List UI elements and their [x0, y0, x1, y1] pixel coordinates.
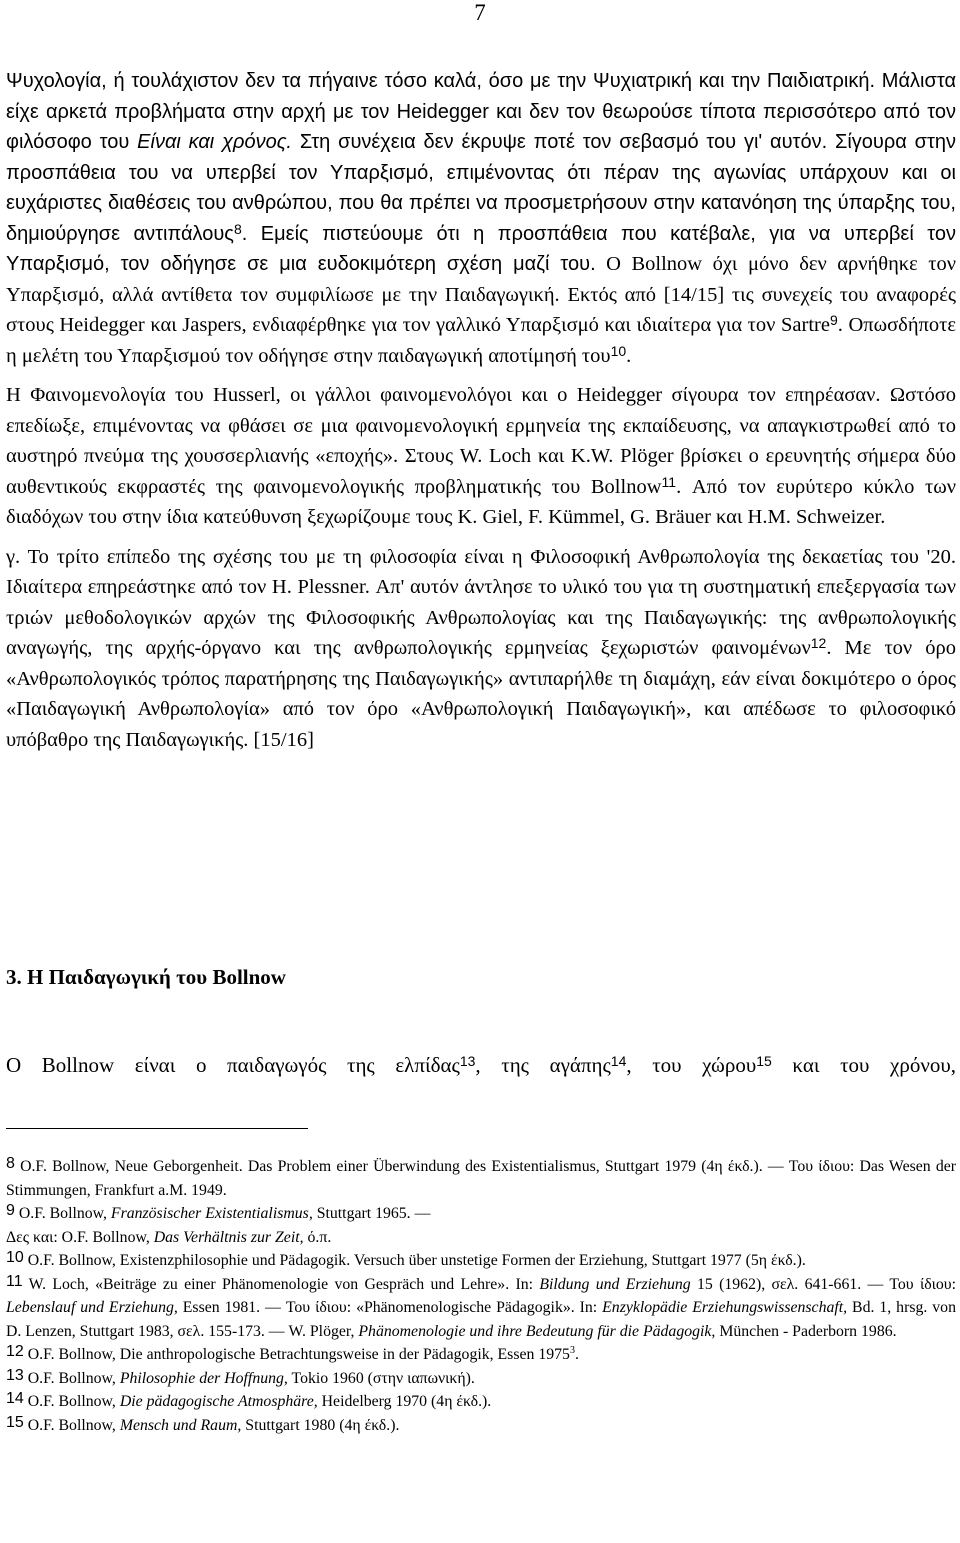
- footnote-italic: Französischer Existentialismus,: [110, 1205, 313, 1222]
- footnote-ref-9[interactable]: 9: [829, 312, 838, 328]
- footnote-ref-11[interactable]: 11: [661, 473, 677, 490]
- p2-text-1: Η Φαινομενολογία του Husserl, οι γάλλοι φαινομενολόγοι και ο Heidegger σίγουρα τον επηρέασαν. Ωστόσο επεδίωξε, επιμένοντας να φθάσει σε μια φαινομενολογική ερμηνεία της εκπαίδευσης, να απαγκιστρωθεί από το αυστηρό πνεύμα της χουσσερλιανής «εποχής». Στους W. Loch και K.W. Plöger βρίσκει ο ερευνητής σήμερα δύο αυθεντικούς εκφραστές της φαινομενολογικής προβληματικής του Bollnow: [6, 384, 956, 498]
- footnote-text: O.F. Bollnow, Existenzphilosophie und Pädagogik. Versuch über unstetige Formen der Erziehung, Stuttgart 1977 (5η έκδ.).: [23, 1252, 806, 1269]
- footnote-text: O.F. Bollnow, Die anthropologische Betrachtungsweise in der Pädagogik, Essen 1975: [23, 1346, 570, 1363]
- footnote-text: O.F. Bollnow,: [23, 1393, 120, 1410]
- footnote-text: O.F. Bollnow,: [14, 1205, 111, 1222]
- footnote-text: Stuttgart 1965. —: [312, 1205, 431, 1222]
- footnote-number: 10: [6, 1249, 24, 1266]
- footnote-text: Tokio 1960 (στην ιαπωνική).: [287, 1369, 475, 1387]
- footnote-text: Δες και: O.F. Bollnow,: [6, 1228, 154, 1246]
- footnote-italic: Die pädagogische Atmosphäre,: [119, 1393, 318, 1410]
- paragraph-2: [6, 380, 956, 533]
- section-first-line: [6, 1050, 956, 1080]
- footnote-italic: Phänomenologie und ihre Bedeutung für die Pädagogik,: [358, 1322, 716, 1340]
- footnote-ref-10[interactable]: 10: [610, 342, 627, 359]
- footnote-text: Stuttgart 1980 (4η έκδ.).: [241, 1416, 400, 1434]
- footnote-text: München - Paderborn 1986.: [715, 1322, 897, 1340]
- footnote-13: [6, 1367, 956, 1391]
- p1-text-5: . Οπωσδήποτε η μελέτη του Υπαρξισμού τον οδήγησε στην παιδαγωγική αποτίμησή του: [6, 314, 956, 367]
- p3-text-2: . Με τον όρο «Ανθρωπολογικός τρόπος παρατήρησης της Παιδαγωγικής» αντιπαρήλθε τη διαμάχη, εάν είναι δοκιμότερο ο όρος «Παιδαγωγική Ανθρωπολογία» από τον όρο «Ανθρωπολογική Παιδαγωγική», και απέδωσε το φιλοσοφικό υπόβαθρο της Παιδαγωγικής. [15/16]: [6, 637, 956, 751]
- footnote-italic: Philosophie der Hoffnung,: [119, 1369, 288, 1387]
- footnote-italic: Enzyklopädie Erziehungswissenschaft,: [602, 1299, 848, 1316]
- footnote-number: 15: [6, 1413, 24, 1431]
- paragraph-3: [6, 542, 956, 756]
- footnote-text: Heidelberg 1970 (4η έκδ.).: [317, 1393, 492, 1410]
- footnote-number: 8: [6, 1155, 15, 1172]
- footnote-number: 11: [6, 1272, 23, 1290]
- footnote-ref-13[interactable]: 13: [459, 1053, 476, 1069]
- footnote-italic: Das Verhältnis zur Zeit,: [153, 1228, 304, 1246]
- p2-text-2: . Από τον ευρύτερο κύκλο των διαδόχων του στην ίδια κατεύθυνση ξεχωρίζουμε τους K. Giel, F. Kümmel, G. Bräuer και H.M. Schweizer.: [6, 475, 956, 528]
- footnote-text: 15 (1962), σελ. 641-661. — Του ίδιου:: [690, 1275, 956, 1293]
- p1-text-6: .: [626, 344, 632, 367]
- last-line-text-1: O Bollnow είναι ο παιδαγωγός της ελπίδας: [6, 1053, 460, 1077]
- footnote-9: [6, 1202, 956, 1249]
- footnote-14: [6, 1390, 956, 1414]
- p1-text-1: Ψυχολογία, ή τουλάχιστον δεν τα πήγαινε τόσο καλά, όσο με την Ψυχιατρική και την Παιδιατρική. Μάλιστα είχε αρκετά προβλήματα στην αρχή με τον Heidegger και δεν τον θεωρούσε τίποτα περισσότερο από τον φιλόσοφο του: [6, 70, 956, 153]
- body-text: [6, 66, 956, 755]
- footnote-8: [6, 1155, 956, 1202]
- footnote-text: Bd. 1, hrsg. von D. Lenzen, Stuttgart 1983, σελ. 155-173. — W. Plöger,: [6, 1299, 956, 1340]
- footnote-text: W. Loch, «Beiträge zu einer Phänomenologie von Gespräch und Lehre». In:: [22, 1275, 540, 1293]
- last-line-text-4: και του χρόνου,: [771, 1053, 956, 1077]
- p1-text-2: Στη συνέχεια δεν έκρυψε ποτέ τον σεβασμό του γι' αυτόν. Σίγουρα στην προσπάθεια του να υπερβεί τον Υπαρξισμό, επιμένοντας ότι πέραν της αγωνίας υπάρχουν και οι ευχάριστες διαθέσεις του ανθρώπου, που θα πρέπει να προσμετρήσουν στην κατανόηση της ύπαρξης του, δημιούργησε αντιπάλους: [6, 131, 956, 245]
- footnote-ref-14[interactable]: 14: [610, 1053, 627, 1069]
- footnotes: [6, 1155, 956, 1437]
- section-heading: 3. Η Παιδαγωγική του Bollnow: [6, 965, 286, 989]
- footnote-10: [6, 1249, 956, 1273]
- footnote-number: 14: [6, 1390, 24, 1407]
- footnote-ref-15[interactable]: 15: [756, 1053, 772, 1069]
- footnote-text: O.F. Bollnow, Neue Geborgenheit. Das Problem einer Überwindung des Existentialismus, Stuttgart 1979 (4η έκδ.). — Του ίδιου: Das Wesen der Stimmungen, Frankfurt a.M. 1949.: [6, 1158, 956, 1199]
- footnote-ref-8[interactable]: 8: [233, 220, 242, 237]
- paragraph-1: [6, 66, 956, 371]
- footnote-15: [6, 1414, 956, 1438]
- footnote-italic: Lebenslauf und Erziehung,: [6, 1299, 178, 1316]
- footnote-text: .: [574, 1346, 579, 1363]
- footnote-text: ό.π.: [303, 1228, 332, 1246]
- last-line-text-3: , του χώρου: [626, 1053, 757, 1077]
- footnote-number: 13: [6, 1366, 24, 1384]
- footnote-number: 12: [6, 1343, 24, 1360]
- footnote-italic: Mensch und Raum,: [119, 1416, 242, 1434]
- footnote-divider: [6, 1128, 308, 1129]
- page-number: 7: [474, 0, 486, 25]
- p1-text-3: . Εμείς πιστεύουμε ότι η προσπάθεια που κατέβαλε, για να υπερβεί τον Υπαρξισμό, τον οδήγησε σε μια ευδοκιμότερη σχέση μαζί του.: [6, 222, 957, 275]
- footnote-text: O.F. Bollnow,: [23, 1416, 120, 1434]
- footnote-ref-12[interactable]: 12: [810, 635, 827, 651]
- p1-text-4: O Bollnow όχι μόνο δεν αρνήθηκε τον Υπαρξισμό, αλλά αντίθετα τον συμφιλίωσε με την Παιδαγωγική. Εκτός από [14/15] τις συνεχείς του αναφορές στους Heidegger και Jaspers, ενδιαφέρθηκε για τον γαλλικό Υπαρξισμό και ιδιαίτερα για τον Sartre: [6, 253, 956, 336]
- footnote-text: Essen 1981. — Του ίδιου: «Phänomenologische Pädagogik». In:: [177, 1299, 603, 1316]
- edition-superscript: 3: [569, 1345, 575, 1356]
- footnote-number: 9: [6, 1202, 15, 1219]
- footnote-italic: Bildung und Erziehung: [539, 1275, 691, 1293]
- p1-italic-title: Είναι και χρόνος.: [137, 131, 292, 153]
- footnote-11: [6, 1273, 956, 1344]
- last-line-text-2: , της αγάπης: [475, 1053, 611, 1077]
- footnote-12: [6, 1343, 956, 1367]
- p3-text-1: γ. Το τρίτο επίπεδο της σχέσης του με τη φιλοσοφία είναι η Φιλοσοφική Ανθρωπολογία της δεκαετίας του '20. Ιδιαίτερα επηρεάστηκε από τον H. Plessner. Απ' αυτόν άντλησε το υλικό του για τη συστηματική επεξεργασία των τριών μεθοδολογικών αρχών της Φιλοσοφικής Ανθρωπολογίας και της Παιδαγωγικής: της ανθρωπολογικής αναγωγής, της αρχής-όργανο και της ανθρωπολογικής ερμηνείας ξεχωριστών φαινομένων: [6, 545, 956, 659]
- footnote-text: O.F. Bollnow,: [23, 1369, 120, 1387]
